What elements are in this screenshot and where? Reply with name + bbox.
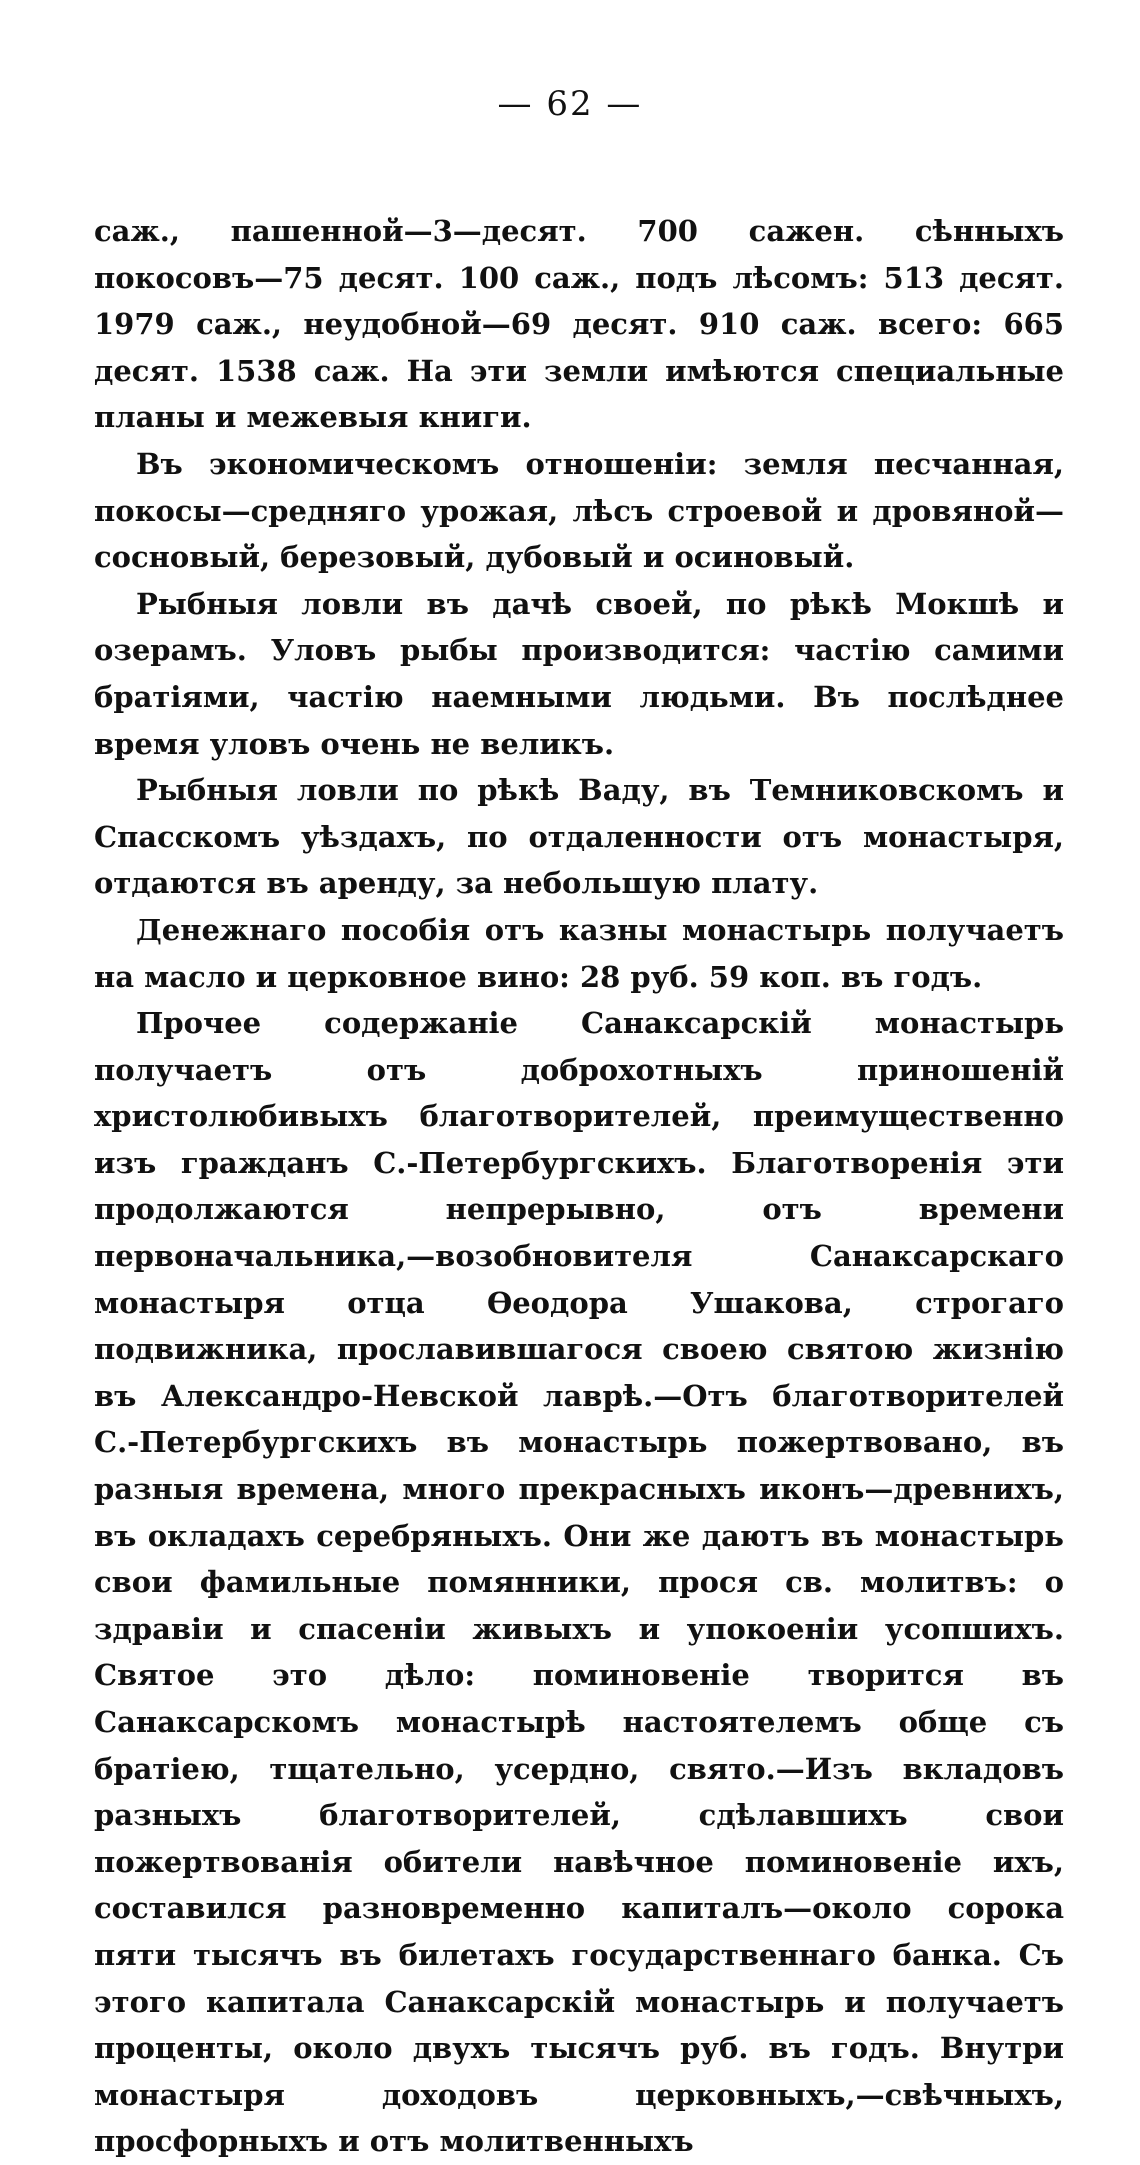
paragraph-1: саж., пашенной—3—десят. 700 сажен. сѣнныхъ покосовъ—75 десят. 100 саж., подъ лѣсомъ: 513 десят. 1979 саж., неудобной—69 десят. 910 саж. всего: 665 десят. 1538 саж. На эти земли имѣются специальные планы и межевыя книги. xyxy=(94,214,1064,435)
page-body xyxy=(94,208,1064,2165)
paragraph-3: Рыбныя ловли въ дачѣ своей, по рѣкѣ Мокшѣ и озерамъ. Уловъ рыбы производится: частію самими братіями, частію наемными людьми. Въ послѣднее время уловъ очень не великъ. xyxy=(94,586,1064,761)
paragraph-6: Прочее содержаніе Санаксарскій монастырь получаетъ отъ доброхотныхъ приношеній христолюбивыхъ благотворителей, преимущественно изъ гражданъ С.-Петербургскихъ. Благотворенія эти продолжаются непрерывно, отъ времени первоначальника,—возобновителя Санаксарскаго монастыря отца Ѳеодора Ушакова, строгаго подвижника, прославившагося своею святою жизнію въ Александро-Невской лаврѣ.—Отъ благотворителей С.-Петербургскихъ въ монастырь пожертвовано, въ разныя времена, много прекрасныхъ иконъ—древнихъ, въ окладахъ серебряныхъ. Они же даютъ въ монастырь свои фамильные помянники, прося св. молитвъ: о здравіи и спасеніи живыхъ и упокоеніи усопшихъ. Святое это дѣло: поминовеніе творится въ Санаксарскомъ монастырѣ настоятелемъ обще съ братіею, тщательно, усердно, свято.—Изъ вкладовъ разныхъ благотворителей, сдѣлавшихъ свои пожертвованія обители навѣчное поминовеніе ихъ, составился разновременно капиталъ—около сорока пяти тысячъ въ билетахъ государственнаго банка. Съ этого капитала Санаксарскій монастырь и получаетъ проценты, около двухъ тысячъ руб. въ годъ. Внутри монастыря доходовъ церковныхъ,—свѣчныхъ, просфорныхъ и отъ молитвенныхъ xyxy=(94,1006,1064,2159)
page-number: — 62 — xyxy=(497,84,643,124)
paragraph-4: Рыбныя ловли по рѣкѣ Ваду, въ Темниковскомъ и Спасскомъ уѣздахъ, по отдаленности отъ монастыря, отдаются въ аренду, за небольшую плату. xyxy=(94,773,1064,901)
paragraph-5: Денежнаго пособія отъ казны монастырь получаетъ на масло и церковное вино: 28 руб. 59 коп. въ годъ. xyxy=(94,912,1064,994)
paragraph-2: Въ экономическомъ отношеніи: земля песчанная, покосы—средняго урожая, лѣсъ строевой и дровяной—сосновый, березовый, дубовый и осиновый. xyxy=(94,446,1064,575)
